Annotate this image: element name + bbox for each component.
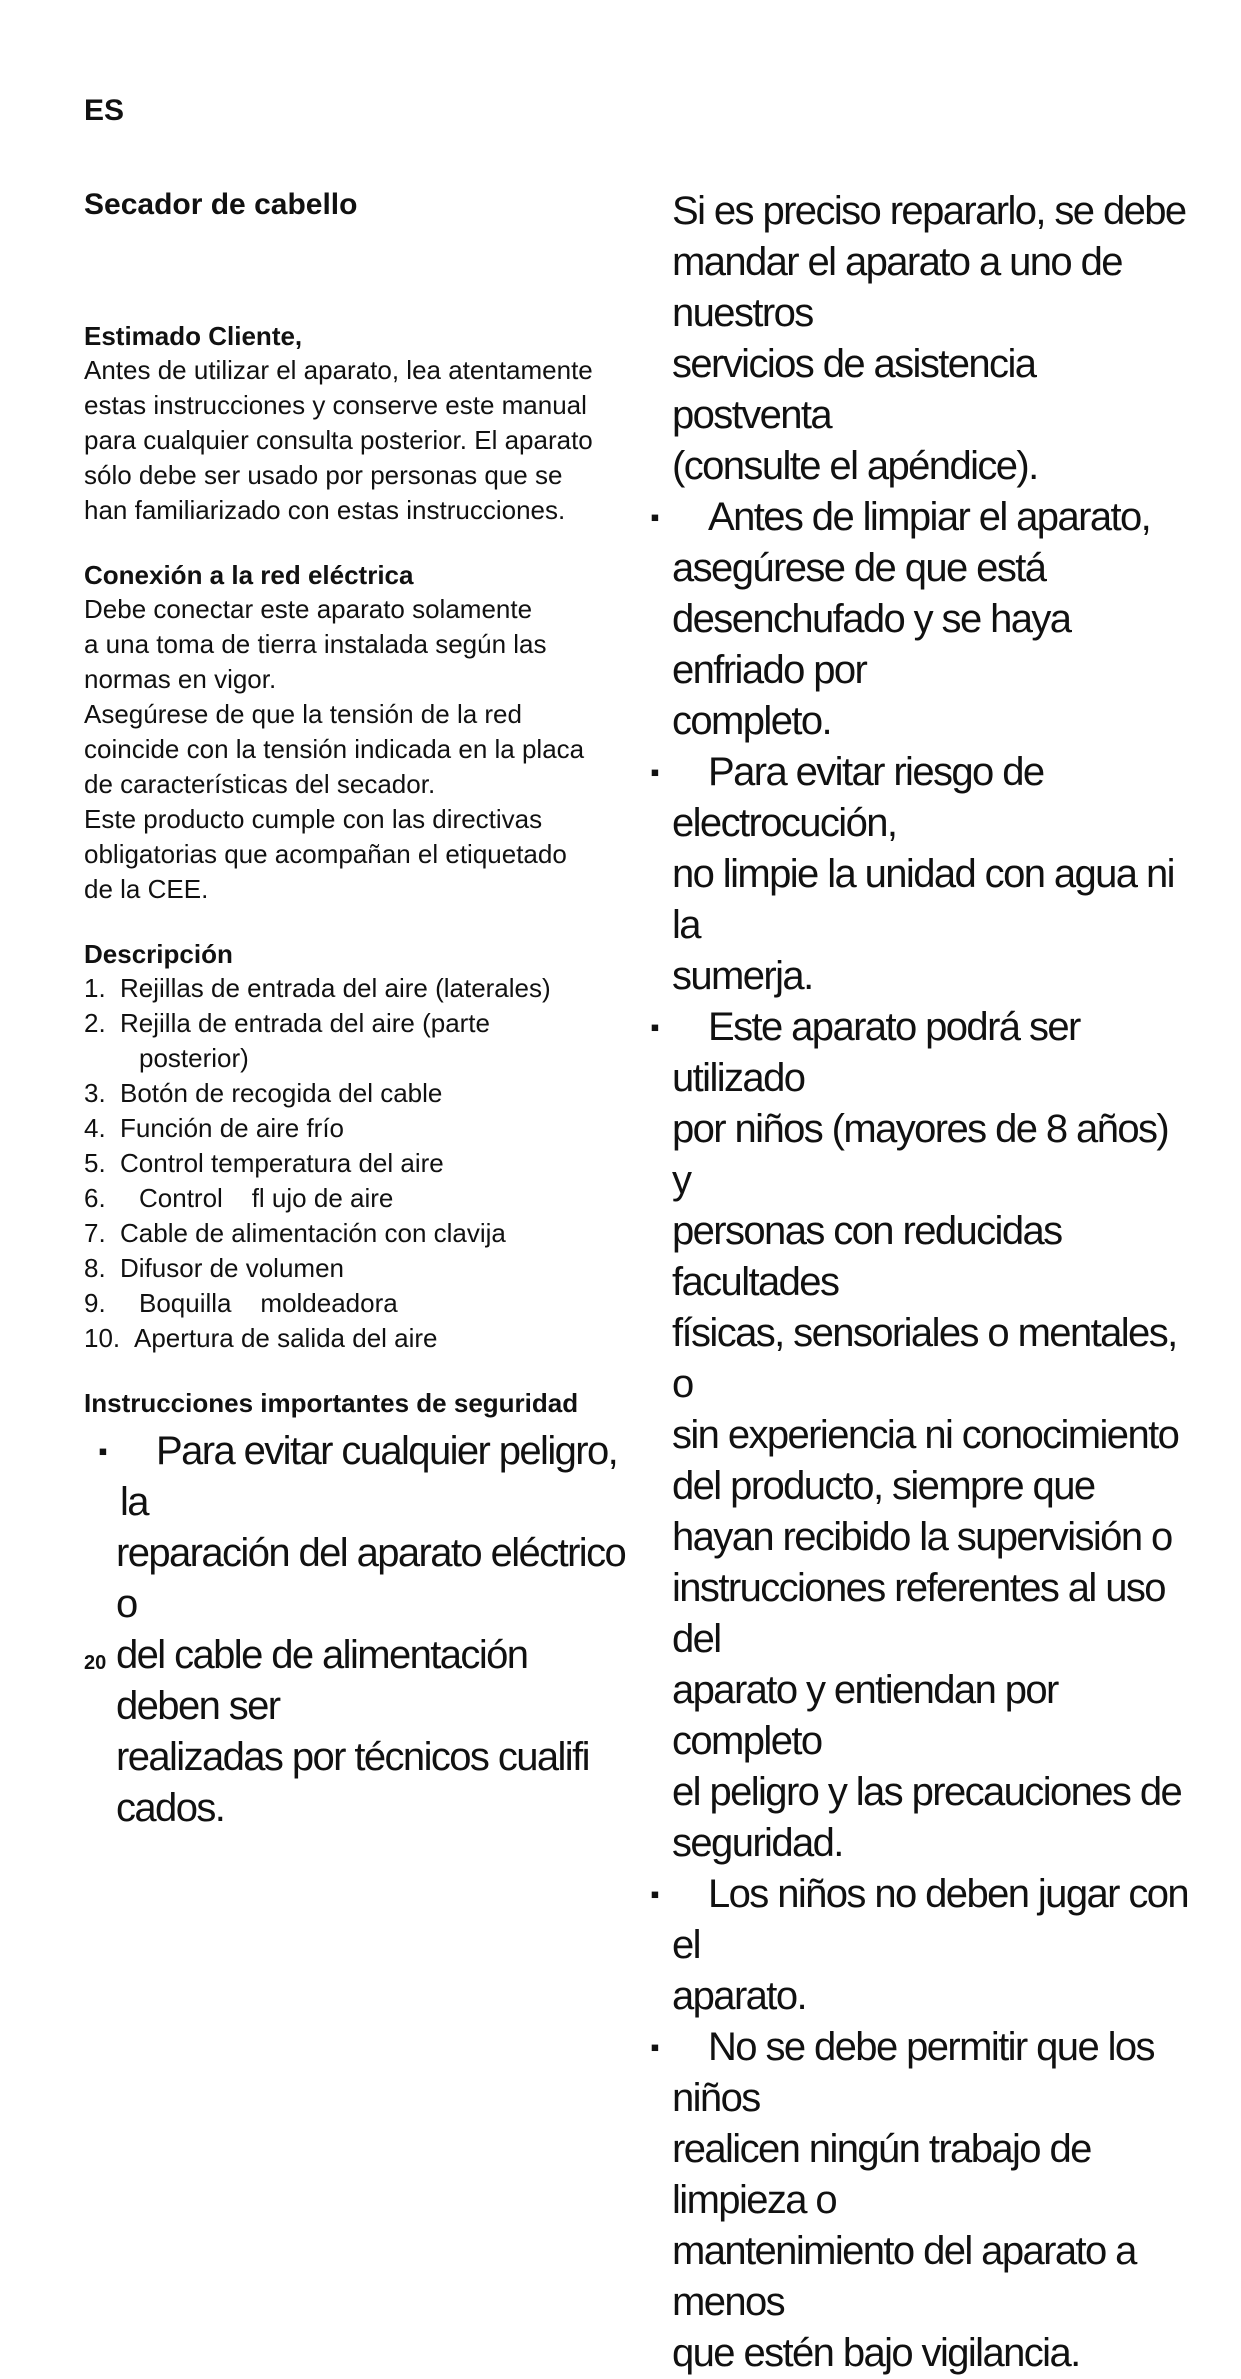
connection-section	[84, 558, 644, 907]
safety-continuation	[672, 186, 1192, 492]
item-number: 1.	[84, 973, 106, 1003]
item-text: Rejillas de entrada del aire (laterales)	[120, 973, 551, 1003]
intro-line: Antes de utilizar el aparato, lea atentamente	[84, 355, 593, 385]
bullet-text: Este aparato podrá ser utilizado	[672, 1005, 1080, 1100]
item-text: Difusor de volumen	[120, 1253, 344, 1283]
item-text: Apertura de salida del aire	[134, 1323, 438, 1353]
item-number: 8.	[84, 1253, 106, 1283]
item-text: Rejilla de entrada del aire (parte	[120, 1008, 490, 1038]
parts-list	[84, 971, 644, 1356]
bullet-icon: ▪	[650, 757, 658, 787]
item-text: Control fl ujo de aire	[139, 1183, 394, 1213]
bullet-line: aparato y entiendan por completo	[672, 1668, 1058, 1763]
connection-line: Este producto cumple con las directivas	[84, 804, 543, 834]
bullet-line: asegúrese de que está	[672, 546, 1046, 590]
list-item	[84, 1321, 644, 1356]
item-number: 4.	[84, 1113, 106, 1143]
bullet-line: aparato.	[672, 1974, 806, 2018]
bullet-icon: ▪	[650, 1012, 658, 1042]
bullet-line: instrucciones referentes al uso del	[672, 1566, 1165, 1661]
bullet-line: sin experiencia ni conocimiento	[672, 1413, 1179, 1457]
safety-bullet	[98, 1426, 636, 1834]
bullet-line: mantenimiento del aparato a menos	[672, 2229, 1136, 2324]
right-column	[650, 186, 1192, 2379]
bullet-icon: ▪	[650, 502, 658, 532]
list-item	[84, 1006, 644, 1041]
intro-section	[84, 319, 644, 528]
safety-heading: Instrucciones importantes de seguridad	[84, 1388, 579, 1418]
connection-line: Debe conectar este aparato solamente	[84, 594, 533, 624]
connection-line: a una toma de tierra instalada según las	[84, 629, 547, 659]
bullet-icon: ▪	[650, 1879, 658, 1909]
bullet-line: hayan recibido la supervisión o	[672, 1515, 1172, 1559]
list-item	[84, 1041, 644, 1076]
list-item	[84, 1076, 644, 1111]
bullet-line: desenchufado y se haya enfriado por	[672, 597, 1071, 692]
item-number: 7.	[84, 1218, 106, 1248]
bullet-text: Para evitar cualquier peligro, la	[120, 1429, 618, 1524]
safety-bullet	[650, 492, 1192, 747]
item-number: 9.	[84, 1288, 106, 1318]
list-item	[84, 1286, 644, 1321]
list-item	[84, 1181, 644, 1216]
bullet-line: sumerja.	[672, 954, 813, 998]
safety-bullet	[650, 1002, 1192, 1869]
safety-section	[84, 1386, 644, 1834]
bullet-icon: ▪	[98, 1436, 106, 1466]
page-title: Secador de cabello	[84, 188, 358, 221]
intro-heading: Estimado Cliente,	[84, 321, 303, 351]
connection-line: Asegúrese de que la tensión de la red	[84, 699, 522, 729]
item-number: 6.	[84, 1183, 106, 1213]
language-code: ES	[84, 94, 125, 127]
list-item	[84, 1216, 644, 1251]
connection-line: de características del secador.	[84, 769, 436, 799]
bullet-line: que estén bajo vigilancia.	[672, 2331, 1080, 2375]
bullet-line: el peligro y las precauciones de	[672, 1770, 1182, 1814]
safety-bullet	[650, 1869, 1192, 2022]
left-column	[84, 185, 644, 1834]
list-item	[84, 971, 644, 1006]
connection-line: de la CEE.	[84, 874, 209, 904]
description-section	[84, 937, 644, 1356]
bullet-line: personas con reducidas facultades	[672, 1209, 1062, 1304]
bullet-text: Antes de limpiar el aparato,	[708, 495, 1151, 539]
intro-line: para cualquier consulta posterior. El aparato	[84, 425, 593, 455]
list-item	[84, 1111, 644, 1146]
connection-heading: Conexión a la red eléctrica	[84, 560, 414, 590]
list-item	[84, 1251, 644, 1286]
bullet-line: físicas, sensoriales o mentales, o	[672, 1311, 1177, 1406]
bullet-line: por niños (mayores de 8 años) y	[672, 1107, 1169, 1202]
bullet-line: realicen ningún trabajo de limpieza o	[672, 2127, 1091, 2222]
item-number: 10.	[84, 1323, 121, 1353]
item-text: Función de aire frío	[120, 1113, 345, 1143]
bullet-line: seguridad.	[672, 1821, 843, 1865]
item-text: Boquilla moldeadora	[139, 1288, 398, 1318]
item-number: 2.	[84, 1008, 106, 1038]
intro-line: han familiarizado con estas instrucciones.	[84, 495, 566, 525]
bullet-line: mandar el aparato a uno de nuestros	[672, 240, 1122, 335]
intro-line: estas instrucciones y conserve este manual	[84, 390, 587, 420]
bullet-line: (consulte el apéndice).	[672, 444, 1038, 488]
bullet-text: Los niños no deben jugar con el	[672, 1872, 1189, 1967]
intro-line: sólo debe ser usado por personas que se	[84, 460, 563, 490]
bullet-line: completo.	[672, 699, 832, 743]
bullet-icon: ▪	[650, 2032, 658, 2062]
bullet-line: no limpie la unidad con agua ni la	[672, 852, 1174, 947]
bullet-line: servicios de asistencia postventa	[672, 342, 1036, 437]
item-text: Cable de alimentación con clavija	[120, 1218, 506, 1248]
item-number	[84, 1041, 139, 1076]
list-item	[84, 1146, 644, 1181]
item-text: Control temperatura del aire	[120, 1148, 444, 1178]
bullet-text: No se debe permitir que los niños	[672, 2025, 1154, 2120]
description-heading: Descripción	[84, 939, 233, 969]
item-number: 3.	[84, 1078, 106, 1108]
bullet-line: realizadas por técnicos cualifi cados.	[116, 1735, 589, 1830]
safety-bullet	[650, 2022, 1192, 2379]
item-text: posterior)	[139, 1043, 249, 1073]
item-number: 5.	[84, 1148, 106, 1178]
page-number: 20	[84, 1652, 107, 1674]
bullet-line: del cable de alimentación deben ser	[116, 1633, 528, 1728]
bullet-line: reparación del aparato eléctrico o	[116, 1531, 626, 1626]
connection-line: normas en vigor.	[84, 664, 277, 694]
bullet-line: del producto, siempre que	[672, 1464, 1095, 1508]
connection-line: coincide con la tensión indicada en la placa	[84, 734, 585, 764]
bullet-text: Para evitar riesgo de electrocución,	[672, 750, 1044, 845]
bullet-line: Si es preciso repararlo, se debe	[672, 189, 1186, 233]
item-text: Botón de recogida del cable	[120, 1078, 443, 1108]
connection-line: obligatorias que acompañan el etiquetado	[84, 839, 567, 869]
safety-bullet	[650, 747, 1192, 1002]
